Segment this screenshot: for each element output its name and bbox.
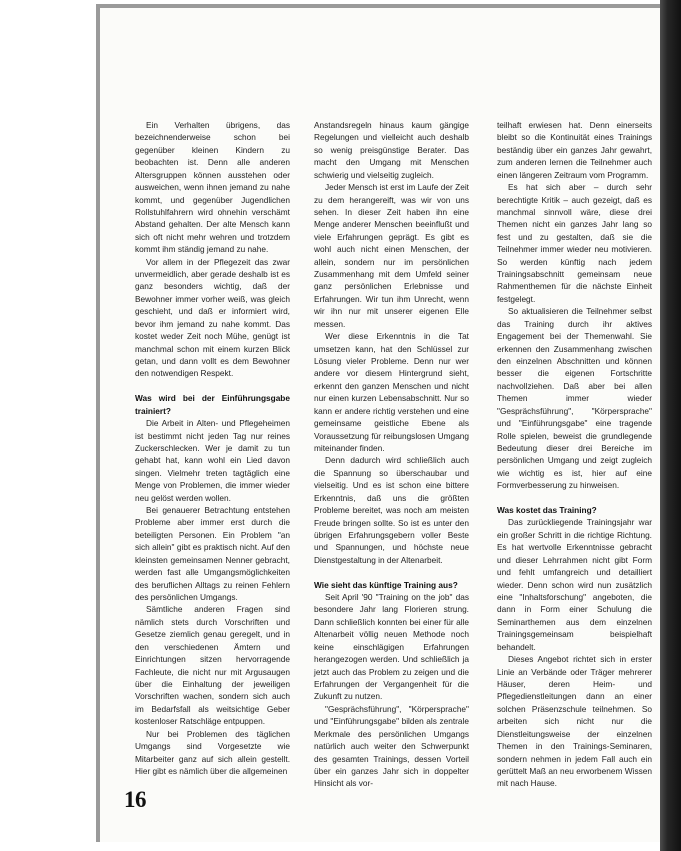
page-number: 16	[124, 787, 146, 812]
paragraph: Wer diese Erkenntnis in die Tat umsetzen kann, hat den Schlüssel zur Lösung vieler Probleme. Denn nur wer andere vor diesem Hintergrund sieht, erkennt den ganzen Menschen und nicht nur einen kurzen Lebensabschnitt. Nur so kann er andere richtig verstehen und eine gemeinsame geistliche Ebene als Voraussetzung für reibungslosen Umgang miteinander finden.	[314, 331, 469, 453]
paragraph: So aktualisieren die Teilnehmer selbst das Training durch ihr aktives Engagement bei der Themenwahl. Sie erkennen den Zusammenhang zwischen den einzelnen Abschnitten und können besser die eigenen Fortschritte nachvollziehen. Daß aber bei allen Themen immer wieder "Gesprächsführung", "Körpersprache" und "Einführungsgabe" eine tragende Rolle spielen, beweist die grundlegende Bedeutung dieser drei Bereiche im persönlichen Umgang und zeigt zugleich wie wichtig es ist, hier auf eine Formverbesserung zu hinweisen.	[497, 306, 652, 491]
section-heading: Wie sieht das künftige Training aus?	[314, 579, 458, 590]
section-heading: Was wird bei der Einführungsgabe trainiert?	[135, 393, 290, 416]
paragraph: Anstandsregeln hinaus kaum gängige Regelungen und vielleicht auch deshalb so wenig preisgünstige Berater. Das macht den Umgang mit Menschen schwierig und vielseitig zugleich.	[314, 120, 469, 180]
paragraph: Vor allem in der Pflegezeit das zwar unvermeidlich, aber gerade deshalb ist es ganz besonders wichtig, daß der Bewohner immer vorher weiß, was gleich geschieht, und daß er informiert wird, bevor ihm jemand zu nahe kommt. Das kostet weder Zeit noch Mühe, genügt ist manchmal schon mit einem kurzen Blick getan, und dann vollt es dem Bewohner den notwendigen Respekt.	[135, 256, 290, 379]
paragraph: Seit April '90 "Training on the job" das besondere Jahr lang Florieren strung. Dann schließlich konnten bei einer für alle Altenarbeit völlig neuen Methode noch keine einschlägigen Erfahrungen herangezogen werden. Und schließlich ja jetzt auch das Problem zu zeigen und die Erfahrungen der Vergangenheit für die Zukunft zu nutzen.	[314, 592, 469, 702]
scan-dark-edge	[660, 0, 681, 851]
paragraph: "Gesprächsführung", "Körpersprache" und "Einführungsgabe" bilden als zentrale Merkmale des persönlichen Umgangs natürlich auch weiter den Schwerpunkt des gesamten Trainings, dessen Vorteil über ein ganzes Jahr sich in doppelter Hinsicht als vor-	[314, 703, 469, 789]
text-column-1	[135, 119, 290, 777]
section-heading: Was kostet das Training?	[497, 505, 597, 516]
text-column-3	[497, 119, 652, 790]
paragraph: Ein Verhalten übrigens, das bezeichnenderweise schon bei gegenüber kleinen Kindern zu beobachten ist. Denn alle anderen Altersgruppen können ausstehen oder ausweichen, wenn ihnen jemand zu nahe kommt, und gegenüber Jugendlichen Rollstuhlfahrern wird ohnehin verschämt Abstand gehalten. Der alte Mensch kann sich oft nicht mehr wehren und trotzdem kommt ihm ständig jemand zu nahe.	[135, 120, 290, 255]
paragraph: Sämtliche anderen Fragen sind nämlich stets durch Vorschriften und Gesetze ziemlich genau geregelt, und in den verschiedenen Ämtern und Einrichtungen sitzen hervorragende Fachleute, die nicht nur mit Argusaugen über die Einhaltung der jeweiligen Vorschriften wachen, sondern sich auch im Bedarfsfall als weitsichtige Geber kostenloser Ratschläge entpuppen.	[135, 604, 290, 727]
paragraph: Die Arbeit in Alten- und Pflegeheimen ist bestimmt nicht jeden Tag nur reines Zuckerschlecken. Wer je damit zu tun gehabt hat, kann wohl ein Lied davon singen. Vielmehr treten tagtäglich eine Menge von Problemen, die immer wieder neu gelöst werden wollen.	[135, 418, 290, 503]
text-column-2	[314, 119, 469, 790]
paragraph: Nur bei Problemen des täglichen Umgangs sind Vorgesetzte wie Mitarbeiter ganz auf sich allein gestellt. Hier gibt es nämlich über die allgemeinen	[135, 728, 290, 776]
paragraph: Dieses Angebot richtet sich in erster Linie an Verbände oder Träger mehrerer Häuser, deren Heim- und Pflegedienstleitungen dann an einer solchen Präsenzschule teilnehmen. So arbeiten sich nicht nur die Dienstleitungsweise der einzelnen Themen in den Trainings-Seminaren, sondern nehmen in jedem Fall auch ein gerüttelt Maß an neu erworbenem Wissen mit nach Hause.	[497, 654, 652, 789]
paragraph: teilhaft erwiesen hat. Denn einerseits bleibt so die Kontinuität eines Trainings beständig über ein ganzes Jahr gewahrt, zum anderen lernen die Teilnehmer auch einen längeren Zeitraum vom Programm.	[497, 120, 652, 180]
paragraph: Das zurückliegende Trainingsjahr war ein großer Schritt in die richtige Richtung. Es hat wertvolle Erkenntnisse gebracht und dieser Lehrrahmen nicht gibt Form und fehlt umfangreich und detailliert wieder. Denn schon wird nun zusätzlich eine "Inhaltsforschung" angeboten, die dann in Form einer Schulung die Seminarthemen aus dem einzelnen Trainingsgemeinsam beispielhaft behandelt.	[497, 517, 652, 652]
paragraph: Denn dadurch wird schließlich auch die Spannung so überschaubar und vielseitig. Und es ist schon eine bittere Erkenntnis, daß uns die größten Probleme bereitet, was noch am meisten Freude bringen sollte. So ist es unter den übrigen Erfahrungsgebern voller Beste und Spannungen, und höchste neue Dienstgestaltung in der Altenarbeit.	[314, 455, 469, 565]
paragraph: Jeder Mensch ist erst im Laufe der Zeit zu dem herangereift, was wir von uns sehen. In dieser Zeit haben ihn eine Menge anderer Menschen beeinflußt und viele Erfahrungen geprägt. Es gibt es wohl auch nicht einen Menschen, der allein, sondern nur im persönlichen Zusammenhang mit dem Umfeld seiner ganz persönlichen Erlebnisse und Erfahrungen. Wir tun ihm Unrecht, wenn wir ihn nur mit unserer eigenen Elle messen.	[314, 182, 469, 329]
paragraph: Es hat sich aber – durch sehr berechtigte Kritik – auch gezeigt, daß es manchmal sinnvoll wäre, diese drei Themen nicht ein ganzes Jahr lang so fest und zu gestalten, daß sie die Teilnehmer immer wieder neu motivieren. So werden künftig nach jedem Trainingsabschnitt gemeinsam neue Rahmenthemen für die nächste Einheit festgelegt.	[497, 182, 652, 304]
paragraph: Bei genauerer Betrachtung entstehen Probleme aber immer erst durch die beteiligten Personen. Ein Problem "an sich allein" gibt es praktisch nicht. Auf den kleinsten gemeinsamen Nenner gebracht, werden fast alle Umgangsmöglichkeiten des beruflichen Alltags zu reinen Fehlern des persönlichen Umgangs.	[135, 505, 290, 603]
